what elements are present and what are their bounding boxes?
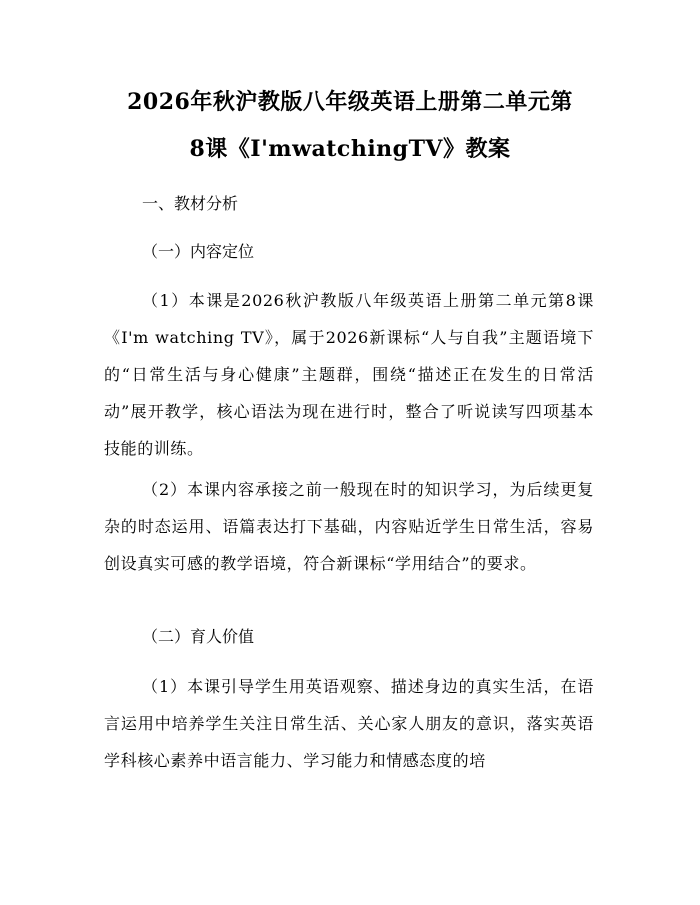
paragraph-content-positioning-2: （2）本课内容承接之前一般现在时的知识学习，为后续更复杂的时态运用、语篇表达打下基础，内容贴近学生日常生活，容易创设真实可感的教学语境，符合新课标“学用结合”的要求。 bbox=[104, 480, 594, 573]
document-title-line-2: 8课《I'mwatchingTV》教案 bbox=[189, 136, 511, 162]
document-title-line-1: 2026年秋沪教版八年级英语上册第二单元第 bbox=[127, 89, 573, 115]
section-heading-textbook-analysis: 一、教材分析 bbox=[142, 194, 239, 213]
paragraph-content-positioning-1: （1）本课是2026秋沪教版八年级英语上册第二单元第8课《I'm watching TV》，属于2026新课标“人与自我”主题语境下的“日常生活与身心健康”主题群，围绕“描述正在发生的日常活动”展开教学，核心语法为现在进行时，整合了听说读写四项基本技能的训练。 bbox=[104, 291, 594, 458]
subsection-heading-educational-value: （二）育人价值 bbox=[142, 627, 255, 646]
paragraph-educational-value-1: （1）本课引导学生用英语观察、描述身边的真实生活，在语言运用中培养学生关注日常生活、关心家人朋友的意识，落实英语学科核心素养中语言能力、学习能力和情感态度的培 bbox=[104, 677, 594, 770]
subsection-heading-content-positioning: （一）内容定位 bbox=[142, 242, 255, 261]
